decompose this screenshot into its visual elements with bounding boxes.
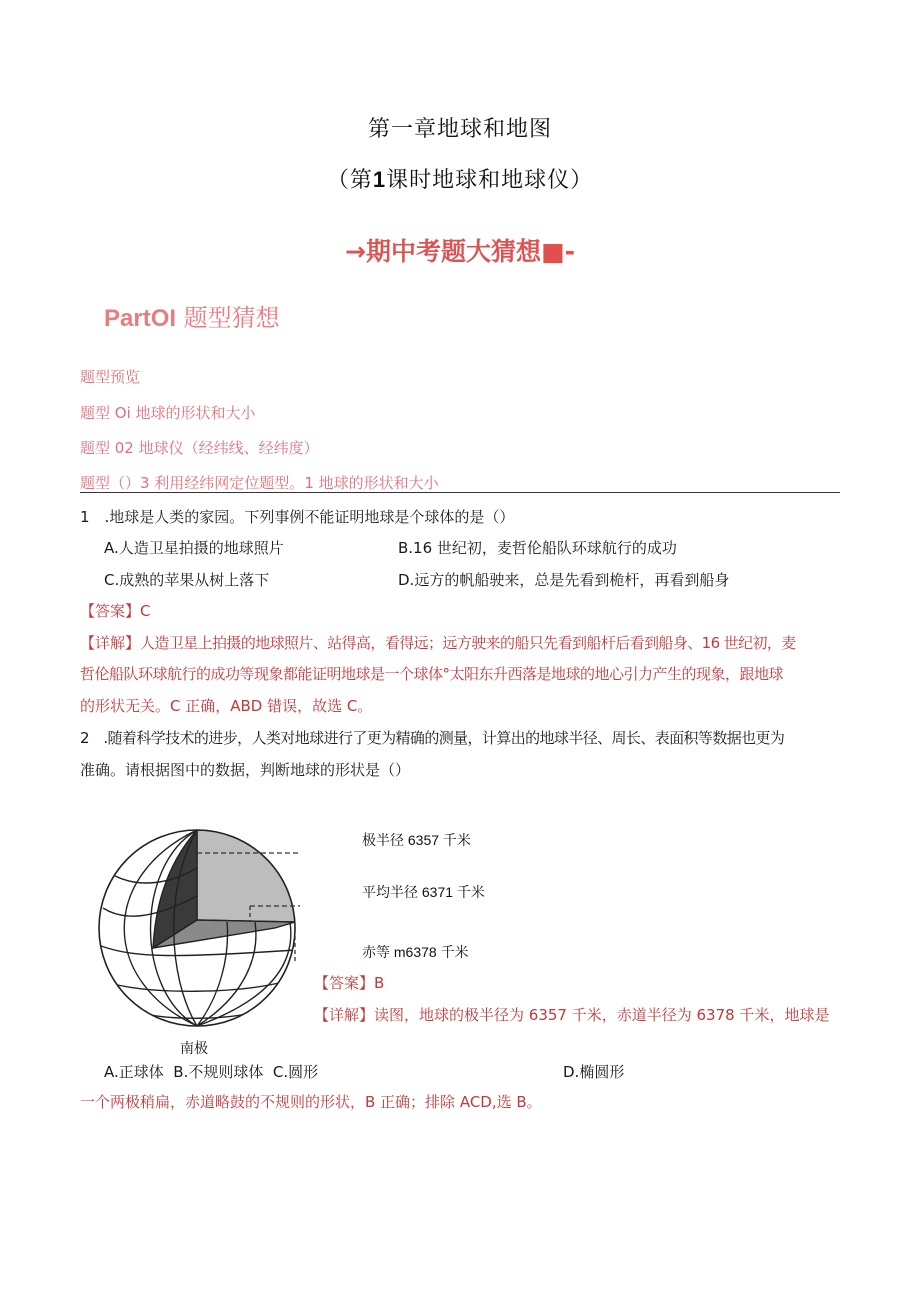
toc-item-1: 题型 Oi 地球的形状和大小: [80, 404, 256, 422]
lesson-number: 1: [372, 167, 387, 192]
q1-stem: 1 .地球是人类的家园。下列事例不能证明地球是个球体的是（）: [80, 508, 515, 526]
q1-detail-line-1: [80, 632, 796, 653]
parallel-line: [101, 946, 295, 956]
lesson-title: [0, 163, 920, 194]
chapter-title: 第一章地球和地图: [367, 117, 552, 142]
q2-stem-line-2: 准确。请根据图中的数据，判断地球的形状是（）: [80, 761, 411, 779]
q2-detail-line-2: 一个两极稍扁，赤道略鼓的不规则的形状，B 正确；排除 ACD,选 B。: [80, 1093, 542, 1111]
q2-stem-line-1: 2 .随着科学技术的进步，人类对地球进行了更为精确的测量，计算出的地球半径、周长、表面积等数据也更为: [80, 729, 785, 747]
q1-option-c: C.成熟的苹果从树上落下: [104, 571, 270, 589]
q1-option-a: A.人造卫星拍摄的地球照片: [104, 539, 284, 557]
earth-globe-figure: [95, 826, 305, 1036]
part-text: 题型猜想: [183, 304, 280, 332]
q2-answer: [314, 972, 384, 993]
q1-detail-line-2: 哲伦船队环球航行的成功等现象都能证明地球是一个球体°太阳东升西落是地球的地心引力产生的现象，跟地球: [80, 665, 784, 683]
south-pole-label: 南极: [180, 1040, 208, 1056]
parallel-line: [113, 982, 283, 991]
q2-answer-tag: 【答案】: [314, 974, 375, 992]
q1-answer-value: C: [140, 602, 151, 620]
toc-item-3: 题型（）3 利用经纬网定位题型。1 地球的形状和大小: [80, 474, 439, 492]
banner-heading: →期中考题大猜想■-: [345, 237, 575, 266]
q2-option-d: D.椭圆形: [563, 1063, 625, 1081]
q2-answer-value: B: [374, 974, 385, 992]
q1-option-d: D.远方的帆船驶来，总是先看到桅杆，再看到船身: [398, 571, 730, 589]
toc-item-2: 题型 02 地球仪（经纬线、经纬度）: [80, 439, 319, 457]
q2-detail-line-1: [314, 1004, 829, 1025]
q1-detail-text-1: 人造卫星上拍摄的地球照片、站得高，看得远；远方驶来的船只先看到船杆后看到船身、16 世纪初，麦: [140, 634, 796, 652]
q1-option-b: B.16 世纪初，麦哲伦船队环球航行的成功: [398, 539, 677, 557]
q1-detail-line-3: 的形状无关。C 正确，ABD 错误，故选 C。: [80, 697, 373, 715]
q1-answer-tag: 【答案】: [80, 602, 141, 620]
q2-options-abc: A.正球体 B.不规则球体 C.圆形: [104, 1063, 319, 1081]
divider: [80, 492, 840, 493]
q2-detail-tag: 【详解】: [314, 1006, 375, 1024]
lesson-title-suffix: 课时地球和地球仪）: [386, 168, 594, 193]
q1-detail-tag: 【详解】: [80, 634, 141, 652]
part-label: PartOI: [104, 305, 177, 332]
polar-radius-label: 极半径 6357 千米: [362, 832, 471, 848]
lesson-title-prefix: （第: [326, 168, 373, 193]
equatorial-radius-label: 赤等 m6378 千米: [362, 944, 469, 960]
part-heading: [104, 298, 280, 333]
toc-overview: 题型预览: [80, 368, 141, 386]
q2-detail-text-1: 读图，地球的极半径为 6357 千米，赤道半径为 6378 千米，地球是: [374, 1006, 830, 1024]
q1-answer: [80, 600, 151, 621]
mean-radius-label: 平均半径 6371 千米: [362, 884, 485, 900]
